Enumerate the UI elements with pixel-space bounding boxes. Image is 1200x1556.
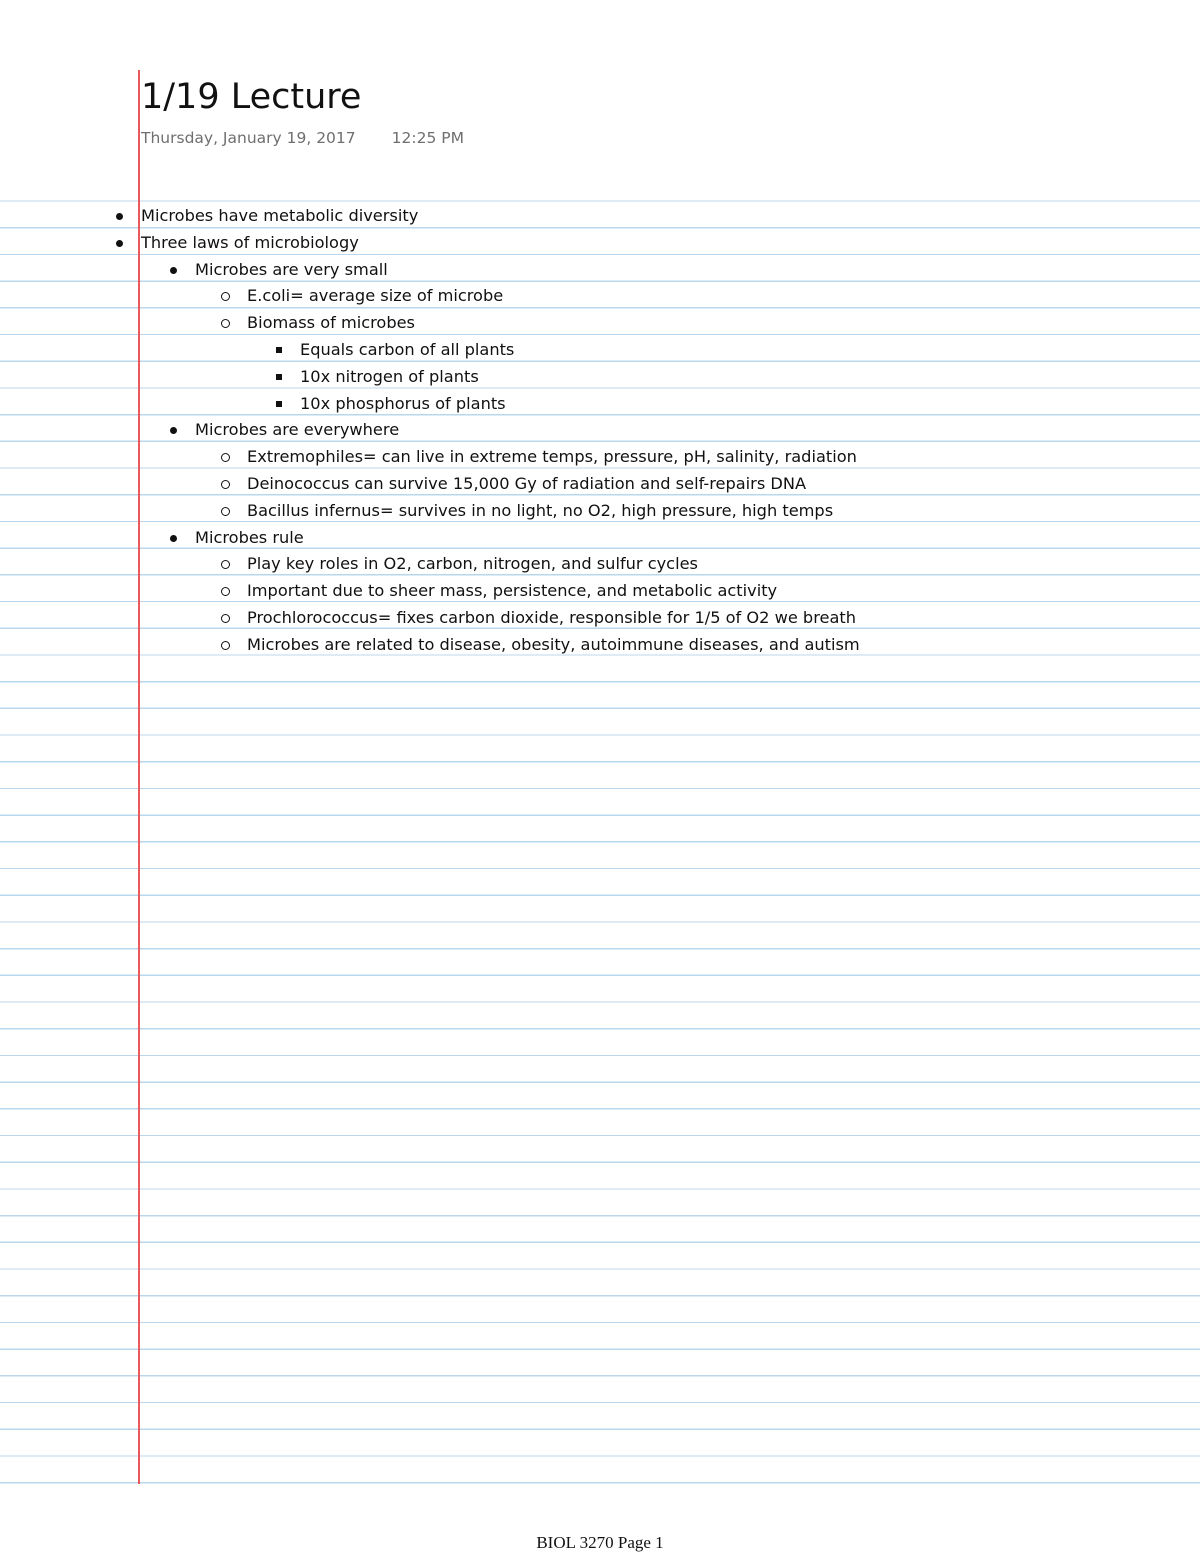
note-text: 10x nitrogen of plants: [300, 366, 479, 386]
square-bullet-icon: [276, 374, 282, 380]
note-item[interactable]: [0, 498, 1200, 525]
note-text: Bacillus infernus= survives in no light, no O2, high pressure, high temps: [247, 500, 834, 520]
circle-bullet-icon: [221, 641, 230, 650]
bullet-icon: [170, 535, 177, 542]
square-bullet-icon: [276, 401, 282, 407]
bullet-icon: [116, 240, 123, 247]
bullet-icon: [170, 267, 177, 274]
circle-bullet-icon: [221, 292, 230, 301]
note-text: Play key roles in O2, carbon, nitrogen, and sulfur cycles: [247, 554, 698, 574]
note-text: Three laws of microbiology: [141, 232, 359, 252]
note-item[interactable]: [0, 471, 1200, 498]
note-item[interactable]: [0, 417, 1200, 444]
note-item[interactable]: [0, 578, 1200, 605]
note-item[interactable]: [0, 632, 1200, 659]
circle-bullet-icon: [221, 453, 230, 462]
circle-bullet-icon: [221, 587, 230, 596]
note-text: Microbes rule: [195, 527, 304, 547]
note-item[interactable]: [0, 257, 1200, 284]
note-text: Biomass of microbes: [247, 313, 415, 333]
note-text: Microbes are everywhere: [195, 420, 400, 440]
note-item[interactable]: [0, 444, 1200, 471]
note-text: 10x phosphorus of plants: [300, 393, 506, 413]
note-item[interactable]: [0, 525, 1200, 552]
bullet-icon: [170, 427, 177, 434]
note-item[interactable]: [0, 337, 1200, 364]
circle-bullet-icon: [221, 614, 230, 623]
bullet-icon: [116, 213, 123, 220]
note-item[interactable]: [0, 283, 1200, 310]
note-item[interactable]: [0, 391, 1200, 418]
note-text: Equals carbon of all plants: [300, 339, 515, 359]
note-item[interactable]: [0, 203, 1200, 230]
page-footer: BIOL 3270 Page 1: [536, 1533, 664, 1552]
square-bullet-icon: [276, 347, 282, 353]
note-text: E.coli= average size of microbe: [247, 286, 504, 306]
note-item[interactable]: [0, 605, 1200, 632]
circle-bullet-icon: [221, 319, 230, 328]
circle-bullet-icon: [221, 507, 230, 516]
note-text: Prochlorococcus= fixes carbon dioxide, responsible for 1/5 of O2 we breath: [247, 607, 856, 627]
circle-bullet-icon: [221, 560, 230, 569]
note-text: Extremophiles= can live in extreme temps, pressure, pH, salinity, radiation: [247, 447, 857, 467]
circle-bullet-icon: [221, 480, 230, 489]
note-text: Deinococcus can survive 15,000 Gy of radiation and self-repairs DNA: [247, 473, 807, 493]
note-text: Microbes have metabolic diversity: [141, 206, 419, 225]
page-time: 12:25 PM: [391, 129, 464, 147]
page-meta: [141, 127, 464, 149]
note-item[interactable]: [0, 364, 1200, 391]
page-title[interactable]: 1/19 Lecture: [141, 77, 362, 117]
notes-list[interactable]: [0, 203, 1200, 659]
page-date: Thursday, January 19, 2017: [141, 129, 356, 147]
note-item[interactable]: [0, 230, 1200, 257]
note-item[interactable]: [0, 551, 1200, 578]
note-text: Important due to sheer mass, persistence, and metabolic activity: [247, 581, 778, 601]
note-item[interactable]: [0, 310, 1200, 337]
note-text: Microbes are related to disease, obesity, autoimmune diseases, and autism: [247, 634, 860, 654]
note-text: Microbes are very small: [195, 259, 388, 279]
